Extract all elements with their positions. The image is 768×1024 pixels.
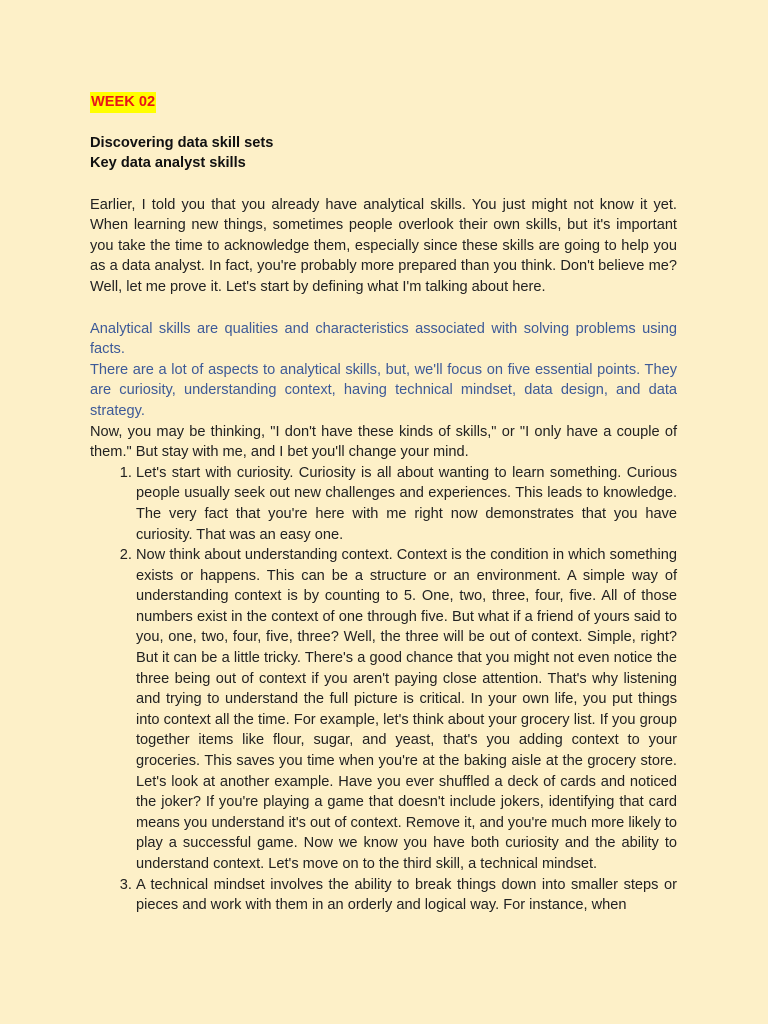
transition-paragraph: Now, you may be thinking, "I don't have these kinds of skills," or "I only have a couple of them." But stay with me, and I bet you'll change your mind. [90, 423, 677, 461]
list-item: 1. Let's start with curiosity. Curiosity is all about wanting to learn something. Curious people usually seek out new challenges and experiences. This leads to knowledge. The very fact that you're here with me right now demonstrates that you have curiosity. That was an easy one. [136, 463, 677, 545]
list-item: 3. A technical mindset involves the ability to break things down into smaller steps or pieces and work with them in an orderly and logical way. For instance, when [136, 875, 677, 916]
intro-paragraph: Earlier, I told you that you already have analytical skills. You just might not know it yet. When learning new things, sometimes people overlook their own skills, but it's important you take the time to acknowledge them, especially since these skills are going to help you as a data analyst. In fact, you're probably more prepared than you think. Don't believe me? Well, let me prove it. Let's start by defining what I'm talking about here. [90, 196, 677, 295]
week-label: WEEK 02 [90, 92, 156, 113]
skills-list [90, 463, 677, 916]
definition-paragraph: Analytical skills are qualities and characteristics associated with solving problems using facts. [90, 320, 677, 358]
aspects-paragraph: There are a lot of aspects to analytical skills, but, we'll focus on five essential points. They are curiosity, understanding context, having technical mindset, data design, and data strategy. [90, 361, 677, 419]
section-subtitle: Key data analyst skills [90, 155, 246, 172]
week-label-line [90, 90, 677, 113]
document-content [90, 90, 677, 916]
heading-block [90, 133, 677, 174]
section-title: Discovering data skill sets [90, 134, 274, 151]
analytical-skills-block [90, 319, 677, 422]
list-item: 2. Now think about understanding context. Context is the condition in which something exists or happens. This can be a structure or an environment. A simple way of understanding context is by counting to 5. One, two, three, four, five. All of those numbers exist in the context of one through five. But what if a friend of yours said to you, one, two, four, five, three? Well, the three will be out of context. Simple, right? But it can be a little tricky. There's a good chance that you might not even notice the three being out of context if you aren't paying close attention. That's why listening and trying to understand the full picture is critical. In your own life, you put things into context all the time. For example, let's think about your grocery list. If you group together items like flour, sugar, and yeast, that's you adding context to your groceries. This saves you time when you're at the baking aisle at the grocery store. Let's look at another example. Have you ever shuffled a deck of cards and noticed the joker? If you're playing a game that doesn't include jokers, identifying that card means you understand it's out of context. Remove it, and you're much more likely to play a successful game. Now we know you have both curiosity and the ability to understand context. Let's move on to the third skill, a technical mindset. [136, 545, 677, 875]
